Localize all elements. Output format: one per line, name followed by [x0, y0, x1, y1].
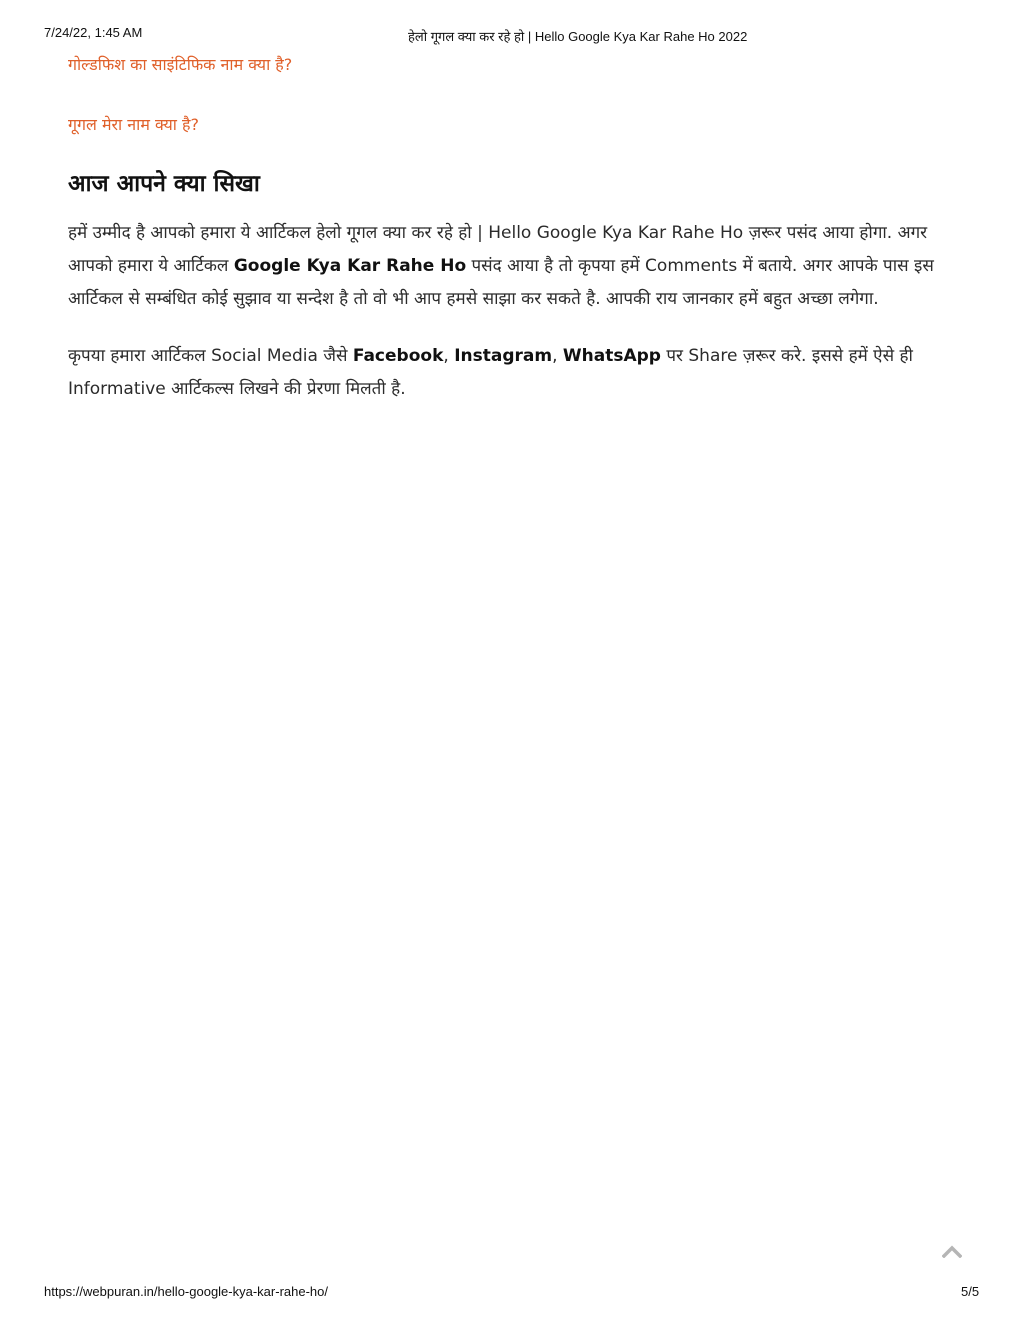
instagram-label: Instagram: [454, 346, 553, 366]
related-link-goldfish[interactable]: गोल्डफिश का साइंटिफिक नाम क्या है?: [68, 55, 293, 74]
paragraph-text: पर Share ज़रूर करे. इससे हमें ऐसे ही Informative आर्टिकल्स लिखने की प्रेरणा मिलती है.: [68, 346, 913, 399]
section-heading: आज आपने क्या सिखा: [68, 171, 260, 197]
bold-keyword: Google Kya Kar Rahe Ho: [233, 256, 467, 276]
separator: ,: [552, 346, 563, 366]
related-link-google-name[interactable]: गूगल मेरा नाम क्या है?: [68, 115, 200, 134]
paragraph-text: पसंद आया है तो कृपया हमें Comments में बताये. अगर आपके पास इस आर्टिकल से सम्बंधित कोई सुझाव या सन्देश है तो वो भी आप हमसे साझा कर सकते है. आपकी राय जानकार हमें बहुत अच्छा लगेगा.: [68, 256, 934, 309]
conclusion-paragraph: [68, 217, 958, 316]
chevron-up-icon: [942, 1244, 962, 1258]
scroll-to-top-button[interactable]: [939, 1238, 965, 1264]
facebook-label: Facebook: [352, 346, 444, 366]
print-header-date: 7/24/22, 1:45 AM: [44, 25, 143, 40]
print-header-title: हेलो गूगल क्या कर रहे हो | Hello Google Kya Kar Rahe Ho 2022: [408, 29, 748, 44]
print-footer-url: https://webpuran.in/hello-google-kya-kar-rahe-ho/: [44, 1284, 328, 1299]
whatsapp-label: WhatsApp: [562, 346, 661, 366]
article-content: [68, 52, 958, 406]
print-footer-page-number: 5/5: [961, 1284, 980, 1299]
paragraph-text: हमें उम्मीद है आपको हमारा ये आर्टिकल हेलो गूगल क्या कर रहे हो | Hello Google Kya Kar Rahe Ho ज़रूर पसंद आया होगा. अगर आपको हमारा ये आर्टिकल: [68, 223, 928, 276]
paragraph-text: कृपया हमारा आर्टिकल Social Media जैसे: [68, 346, 353, 366]
separator: ,: [443, 346, 455, 366]
share-paragraph: [68, 340, 958, 406]
